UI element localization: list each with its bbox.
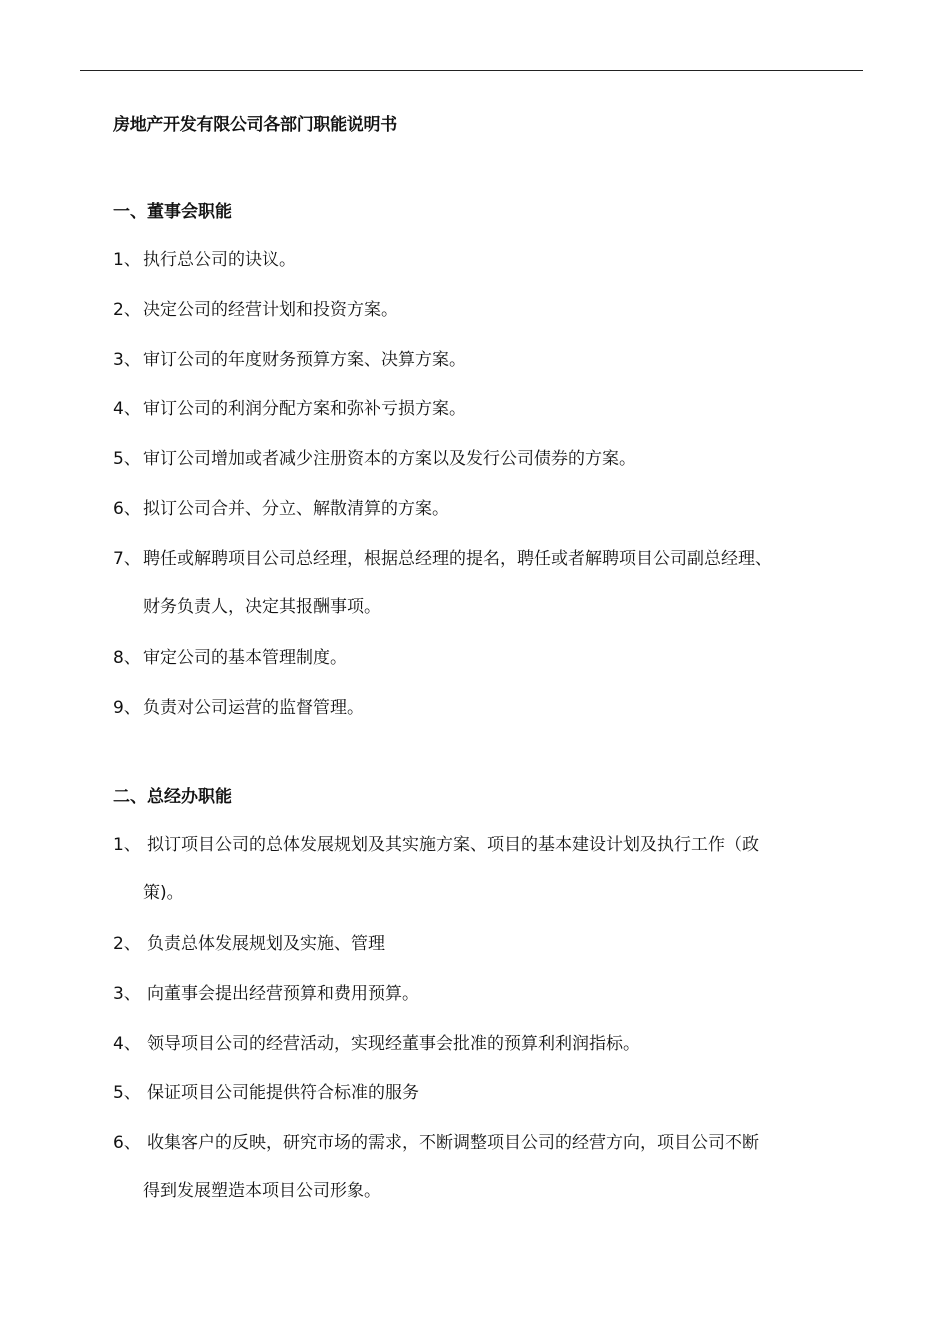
item-number: 9、 bbox=[113, 698, 141, 718]
list-item bbox=[113, 485, 853, 533]
document-title: 房地产开发有限公司各部门职能说明书 bbox=[113, 115, 397, 135]
list-item bbox=[113, 821, 853, 917]
item-number: 1、 bbox=[113, 835, 141, 855]
item-number: 4、 bbox=[113, 399, 141, 419]
item-number: 1、 bbox=[113, 250, 141, 270]
section-heading-general-office: 二、总经办职能 bbox=[113, 787, 232, 807]
item-text: 聘任或解聘项目公司总经理，根据总经理的提名，聘任或者解聘项目公司副总经理、 bbox=[143, 549, 772, 569]
list-item bbox=[113, 970, 853, 1018]
item-text: 收集客户的反映，研究市场的需求，不断调整项目公司的经营方向，项目公司不断 bbox=[147, 1133, 759, 1153]
list-item bbox=[113, 1020, 853, 1068]
item-number: 8、 bbox=[113, 648, 141, 668]
item-text: 保证项目公司能提供符合标准的服务 bbox=[147, 1083, 419, 1103]
item-number: 3、 bbox=[113, 984, 141, 1004]
list-item bbox=[113, 385, 853, 433]
item-text: 拟订公司合并、分立、解散清算的方案。 bbox=[143, 499, 449, 519]
item-number: 6、 bbox=[113, 499, 141, 519]
item-text: 审订公司的年度财务预算方案、决算方案。 bbox=[143, 350, 466, 370]
list-item bbox=[113, 435, 853, 483]
list-item bbox=[113, 684, 853, 732]
list-item bbox=[113, 236, 853, 284]
list-item bbox=[113, 634, 853, 682]
item-text-continued: 策)。 bbox=[143, 883, 184, 903]
section-heading-board: 一、董事会职能 bbox=[113, 202, 232, 222]
item-text: 审订公司增加或者减少注册资本的方案以及发行公司债券的方案。 bbox=[143, 449, 636, 469]
list-item bbox=[113, 286, 853, 334]
list-item bbox=[113, 535, 853, 631]
item-text-continued: 得到发展塑造本项目公司形象。 bbox=[143, 1181, 381, 1201]
item-number: 3、 bbox=[113, 350, 141, 370]
header-rule bbox=[80, 70, 863, 71]
item-number: 2、 bbox=[113, 934, 141, 954]
item-number: 5、 bbox=[113, 1083, 141, 1103]
item-text-continued: 财务负责人，决定其报酬事项。 bbox=[143, 597, 381, 617]
item-text: 审订公司的利润分配方案和弥补亏损方案。 bbox=[143, 399, 466, 419]
item-number: 6、 bbox=[113, 1133, 141, 1153]
item-text: 领导项目公司的经营活动，实现经董事会批准的预算利利润指标。 bbox=[147, 1034, 640, 1054]
item-text: 审定公司的基本管理制度。 bbox=[143, 648, 347, 668]
item-number: 5、 bbox=[113, 449, 141, 469]
item-text: 执行总公司的诀议。 bbox=[143, 250, 296, 270]
item-number: 7、 bbox=[113, 549, 141, 569]
item-text: 拟订项目公司的总体发展规划及其实施方案、项目的基本建设计划及执行工作（政 bbox=[147, 835, 759, 855]
item-text: 负责总体发展规划及实施、管理 bbox=[147, 934, 385, 954]
item-text: 决定公司的经营计划和投资方案。 bbox=[143, 300, 398, 320]
item-text: 向董事会提出经营预算和费用预算。 bbox=[147, 984, 419, 1004]
item-number: 2、 bbox=[113, 300, 141, 320]
list-item bbox=[113, 920, 853, 968]
item-text: 负责对公司运营的监督管理。 bbox=[143, 698, 364, 718]
item-number: 4、 bbox=[113, 1034, 141, 1054]
list-item bbox=[113, 336, 853, 384]
list-item bbox=[113, 1119, 853, 1215]
list-item bbox=[113, 1069, 853, 1117]
